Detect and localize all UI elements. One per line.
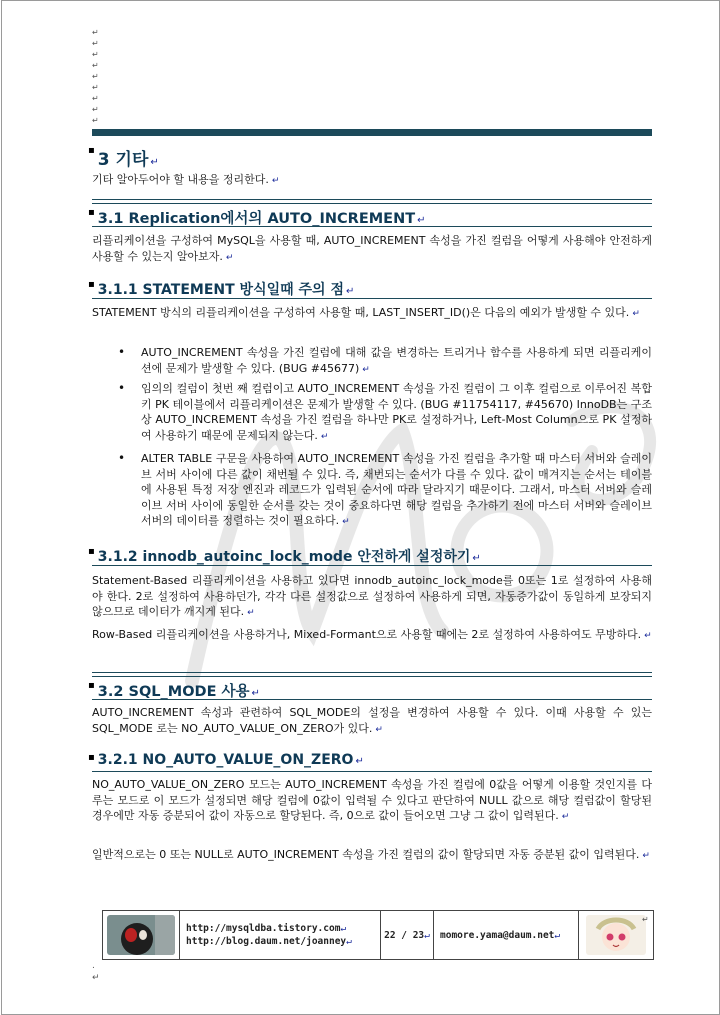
section-top-bar xyxy=(92,129,652,136)
footer-page-number: 22 / 23↵ xyxy=(381,911,434,959)
section-3-2-1-heading: ▪ 3.2.1 NO_AUTO_VALUE_ON_ZERO ↵ xyxy=(88,752,364,768)
section-3-2-intro: AUTO_INCREMENT 속성과 관련하여 SQL_MODE의 설정을 변경하여 사용할 수 있다. 이때 사용할 수 있는 SQL_MODE 로는 NO_AUTO_VALUE_ON_ZERO가 있다. ↵ xyxy=(92,706,652,735)
list-item: AUTO_INCREMENT 속성을 가진 컬럼에 대해 값을 변경하는 트리거나 함수를 사용하게 되면 리플리케이션에 문제가 발생할 수 있다. (BUG #45677) ↵ xyxy=(141,346,652,375)
footer-urls xyxy=(180,911,381,959)
heading-rule xyxy=(92,771,652,772)
heading-rule xyxy=(92,298,652,299)
section-3-1-2-para1: Statement-Based 리플리케이션을 사용하고 있다면 innodb_autoinc_lock_mode를 0또는 1로 설정하여 사용해야 한다. 2로 설정하여 사용하던가, 각각 다른 설정값으로 설정하여 사용하게 되면, 자동증가값이 동일하게 보장되지 않으므로 데이터가 깨지게 된다. ↵ xyxy=(92,574,652,618)
section-3-2-heading: ▪ 3.2 SQL_MODE 사용 ↵ xyxy=(88,680,260,700)
footer-url-2[interactable]: http://blog.daum.net/joanney↵ xyxy=(186,936,352,947)
section-3-heading: ▪ 3 기타 ↵ xyxy=(88,145,159,170)
bullet-dot: • xyxy=(118,345,126,359)
heading-rule xyxy=(92,565,652,566)
section-3-2-1-para1: NO_AUTO_VALUE_ON_ZERO 모드는 AUTO_INCREMENT 속성을 가진 컬럼에 0값을 어떻게 이용할 것인지를 다루는 모드로 이 모드가 설정되면 해당 컬럼에 0값이 입력될 수 있다고 판단하여 NULL 값으로 해당 컬럼값이 할당된 경우에만 자동 증분되어 값이 자동으로 할당된다. 즉, 0으로 값이 들어오면 그냥 그 값이 입력된다. ↵ xyxy=(92,778,652,822)
footer-url-1[interactable]: http://mysqldba.tistory.com↵ xyxy=(186,923,347,934)
list-item: ALTER TABLE 구문을 사용하여 AUTO_INCREMENT 속성을 가진 컬럼을 추가할 때 마스터 서버와 슬레이브 서버 사이에 다른 값이 채번될 수 있다. 즉, 채번되는 순서가 다를 수 있다. 값이 매겨지는 순서는 테이블에 사용된 특정 저장 엔진과 레코드가 입력된 순서에 따라 달라지기 때문이다. 그래서, 마스터 서버와 슬레이브 서버 사이에 동일한 순서를 갖는 것이 중요하다면 해당 컬럼을 추가하기 전에 마스터 서버와 슬레이브 서버의 데이터를 정렬하는 것이 필요하다. ↵ xyxy=(141,452,652,527)
heading-rule xyxy=(92,226,652,227)
section-3-1-1-heading: ▪ 3.1.1 STATEMENT 방식일때 주의 점 ↵ xyxy=(88,279,355,298)
avatar xyxy=(107,915,175,955)
section-3-1-2-para2: Row-Based 리플리케이션을 사용하거나, Mixed-Formant으로 사용할 때에는 2로 설정하여 사용하여도 무방하다. ↵ xyxy=(92,628,652,641)
section-3-1-intro: 리플리케이션을 구성하여 MySQL을 사용할 때, AUTO_INCREMENT 속성을 가진 컬럼을 어떻게 사용해야 안전하게 사용할 수 있는지 알아보자. ↵ xyxy=(92,234,652,263)
footer-email: momore.yama@daum.net↵ xyxy=(434,911,579,959)
heading-rule xyxy=(92,672,652,677)
bullet-dot: • xyxy=(118,451,126,465)
bullet-dot: • xyxy=(118,381,126,395)
section-3-2-1-para2: 일반적으로는 0 또는 NULL로 AUTO_INCREMENT 속성을 가진 컬럼의 값이 할당되면 자동 증분된 값이 입력된다. ↵ xyxy=(92,848,650,861)
page-footer xyxy=(102,910,654,960)
section-3-1-heading: ▪ 3.1 Replication에서의 AUTO_INCREMENT ↵ xyxy=(88,207,426,227)
heading-rule xyxy=(92,199,652,204)
section-3-1-2-heading: ▪ 3.1.2 innodb_autoinc_lock_mode 안전하게 설정하기 ↵ xyxy=(88,546,481,565)
list-item: 임의의 컬럼이 첫번 째 컬럼이고 AUTO_INCREMENT 속성을 가진 컬럼이 그 이후 컬럼으로 이루어진 복합키 PK 테이블에서 리플리케이션은 문제가 발생할 수 있다. (BUG #11754117, #45670) InnoDB는 구조 상 AUTO_INCREMENT 속성을 가진 컬럼을 하나만 PK로 설정하거나, Left-Most Column으로 PK 설정하여 사용하기 때문에 문제되지 않는다. ↵ xyxy=(141,382,652,442)
heading-rule xyxy=(92,699,652,700)
document-page: ↵ ↵ ↵ ↵ ↵ ↵ ↵ ↵ ↵ ▪ 3 기타 ↵ 기타 알아두어야 할 내용을 정리한다. ↵ ▪ 3.1 Replication에서의 AUTO_INCREMENT ↵ 리플리케이션을 구성하여 MySQL을 사용할 때, AUTO_INCREMENT 속성을 가진 컬럼을 어떻게 사용해야 안전하게 사용할 수 있는지 알아보자. ↵ ▪ 3.1.1 STATEMENT 방식일때 주의 점 ↵ STATEMENT 방식의 리플리케이션을 구성하여 사용할 때, LAST_INSERT_ID()은 다음의 예외가 발생할 수 있다. ↵ • AUTO_INCREMENT 속성을 가진 컬럼에 대해 값을 변경하는 트리거나 함수를 사용하게 되면 리플리케이션에 문제가 발생할 수 있다. (BUG #45677) ↵ • 임의의 컬럼이 첫번 째 컬럼이고 AUTO_INCREMENT 속성을 가진 컬럼이 그 이후 컬럼으로 이루어진 복합키 PK 테이블에서 리플리케이션은 문제가 발생할 수 있다. (BUG #11754117, #45670) InnoDB는 구조 상 AUTO_INCREMENT 속성을 가진 컬럼을 하나만 PK로 설정하거나, Left-Most Column으로 PK 설정하여 사용하기 때문에 문제되지 않는다. ↵ • ALTER TABLE 구문을 사용하여 AUTO_INCREMENT 속성을 가진 컬럼을 추가할 때 마스터 서버와 슬레이브 서버 사이에 다른 값이 채번될 수 있다. 즉, 채번되는 순서가 다를 수 있다. 값이 매겨지는 순서는 테이블에 사용된 특정 저장 엔진과 레코드가 입력된 순서에 따라 달라지기 때문이다. 그래서, 마스터 서버와 슬레이브 서버 사이에 동일한 순서를 갖는 것이 중요하다면 해당 컬럼을 추가하기 전에 마스터 서버와 슬레이브 서버의 데이터를 정렬하는 것이 필요하다. ↵ ▪ 3.1.2 innodb_autoinc_lock_mode 안전하게 설정하기 ↵ Statement-Based 리플리케이션을 사용하고 있다면 innodb_autoinc_lock_mode를 0또는 1로 설정하여 사용해야 한다. 2로 설정하여 사용하던가, 각각 다른 설정값으로 설정하여 사용하게 되면, 자동증가값이 동일하게 보장되지 않으므로 데이터가 깨지게 된다. ↵ Row-Based 리플리케이션을 사용하거나, Mixed-Formant으로 사용할 때에는 2로 설정하여 사용하여도 무방하다. ↵ ▪ 3.2 SQL_MODE 사용 ↵ AUTO_INCREMENT 속성과 관련하여 SQL_MODE의 설정을 변경하여 사용할 수 있다. 이때 사용할 수 있는 SQL_MODE 로는 NO_AUTO_VALUE_ON_ZERO가 있다. ↵ ▪ 3.2.1 NO_AUTO_VALUE_ON_ZERO ↵ NO_AUTO_VALUE_ON_ZERO 모드는 AUTO_INCREMENT 속성을 가진 컬럼에 0값을 어떻게 이용할 것인지를 다루는 모드로 이 모드가 설정되면 해당 컬럼에 0값이 입력될 수 있다고 판단하여 NULL 값으로 해당 컬럼값이 할당된 경우에만 자동 증분되어 값이 자동으로 할당된다. 즉, 0으로 값이 들어오면 그냥 그 값이 입력된다. ↵ 일반적으로는 0 또는 NULL로 AUTO_INCREMENT 속성을 가진 컬럼의 값이 할당되면 자동 증분된 값이 입력된다. ↵ http://mysqldba.tistory.com↵ http://blog.daum.net/joanney↵ 22 / 23↵ momore.yama@daum.net↵ ↵ . ↵ xyxy=(1,0,720,1015)
section-3-1-1-intro: STATEMENT 방식의 리플리케이션을 구성하여 사용할 때, LAST_INSERT_ID()은 다음의 예외가 발생할 수 있다. ↵ xyxy=(92,306,640,319)
section-3-intro: 기타 알아두어야 할 내용을 정리한다. ↵ xyxy=(92,173,280,186)
footer-left-avatar-cell xyxy=(103,911,180,959)
avatar xyxy=(586,915,646,955)
